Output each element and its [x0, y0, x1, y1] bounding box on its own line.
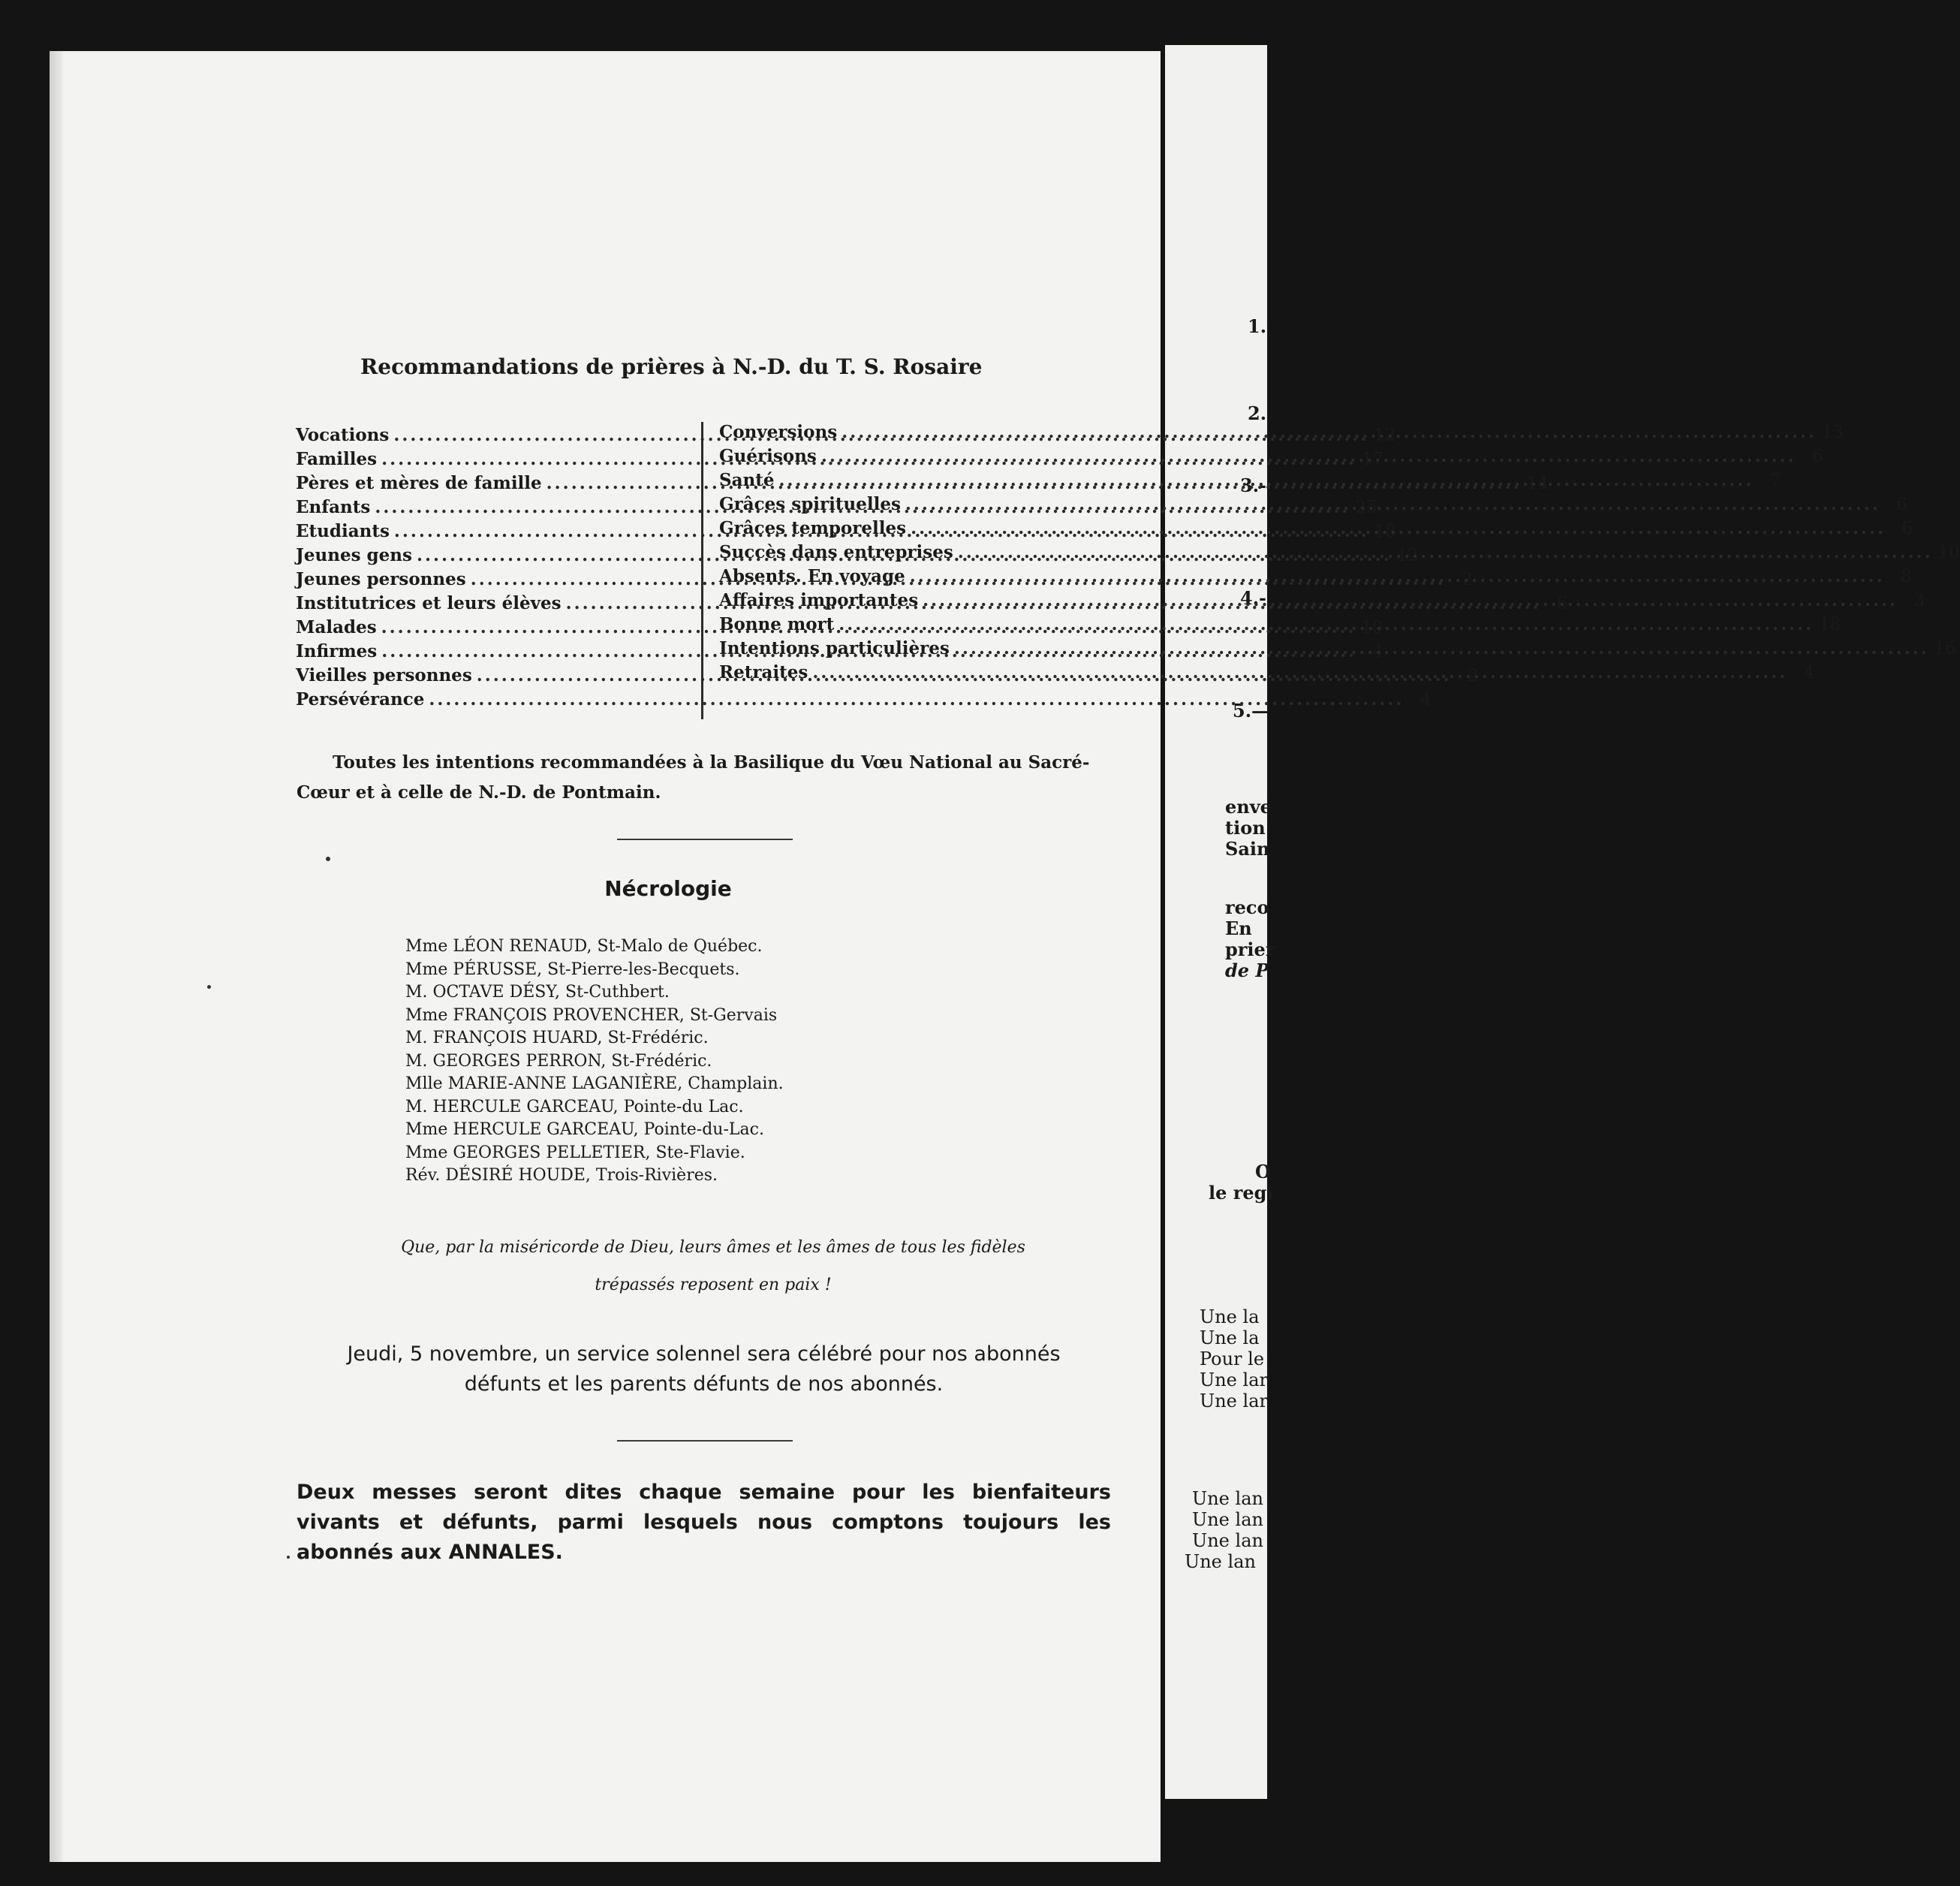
prayer-text [330, 1229, 1096, 1304]
facing-number: 1. [1248, 315, 1267, 337]
recommendation-count: 10 [1937, 543, 1960, 562]
service-line: défunts et les parents défunts de nos abonnés. [464, 1372, 944, 1396]
recommendation-count: 12 [1373, 426, 1396, 445]
recommendation-count: 3 [1913, 591, 1925, 610]
recommendation-row [719, 590, 1925, 614]
recommendation-count: 7 [1769, 471, 1781, 490]
recommendations-note: Toutes les intentions recommandées à la Basilique du Vœu National au Sacré-Cœur et à celle de N.-D. de Pontmain. [297, 752, 1090, 803]
recommendation-row [296, 689, 1432, 713]
recommendation-label: Guérisons [719, 446, 817, 466]
recommendation-count: 2 [1468, 666, 1479, 685]
facing-page [1165, 45, 1275, 1799]
recommendation-label: Conversions [719, 422, 838, 442]
necrology-entry: Mme LÉON RENAUD, St-Malo de Québec. [405, 937, 763, 956]
necrology-entry: M. HERCULE GARCEAU, Pointe-du Lac. [405, 1097, 744, 1116]
recommendation-label: Santé [719, 470, 775, 490]
necrology-entry: M. OCTAVE DÉSY, St-Cuthbert. [405, 983, 670, 1002]
facing-number: 2. [1248, 402, 1267, 424]
dot-leader [954, 638, 1929, 658]
recommendation-row [719, 662, 1815, 686]
service-line: Jeudi, 5 novembre, un service solennel sera célébré pour nos abonnés [347, 1342, 1061, 1366]
recommendation-label: Institutrices et leurs élèves [296, 593, 562, 613]
dot-leader [910, 566, 1885, 586]
recommendation-label: Vocations [296, 425, 390, 445]
recommendation-count: 8 [1901, 567, 1912, 586]
recommendation-count: 13 [1821, 423, 1844, 442]
necrology-entry: Mme PÉRUSSE, St-Pierre-les-Becquets. [405, 960, 740, 979]
facing-text: Une lan [1192, 1530, 1263, 1551]
facing-text: de P [1225, 960, 1269, 981]
recommendation-label: Succès dans entreprises [719, 542, 953, 562]
necrology-entry: M. FRANÇOIS HUARD, St-Frédéric. [405, 1029, 709, 1047]
recommendation-count: 25 [1354, 498, 1377, 517]
recommendation-label: Absents. En voyage [719, 566, 905, 586]
dot-leader [911, 518, 1886, 538]
dot-leader [779, 470, 1754, 490]
necrology-title: Nécrologie [604, 876, 732, 901]
facing-text: Une lan [1192, 1509, 1263, 1530]
recommendation-count: 18 [1818, 615, 1841, 634]
paper-speck [326, 857, 330, 861]
recommendation-label: Bonne mort [719, 614, 835, 634]
prayer-line: Que, par la miséricorde de Dieu, leurs âmes et les âmes de tous les fidèles [401, 1238, 1025, 1257]
facing-text: Une la [1200, 1327, 1260, 1348]
recommendation-label: Infirmes [296, 641, 378, 661]
facing-text: Pour le [1200, 1348, 1265, 1369]
recommendation-count: 6 [1896, 495, 1907, 514]
paper-speck [207, 985, 211, 989]
necrology-entry: Rév. DÉSIRÉ HOUDE, Trois-Rivières. [405, 1166, 718, 1185]
facing-text: Une lan [1192, 1488, 1263, 1509]
section-divider [617, 839, 793, 840]
recommendation-label: Persévérance [296, 689, 425, 710]
recommendation-count: 6 [1812, 447, 1823, 466]
recommendation-count: 10 [1361, 618, 1383, 637]
recommendation-label: Jeunes personnes [296, 569, 466, 589]
facing-text: Une lar [1200, 1390, 1268, 1411]
recommendation-label: Retraites [719, 662, 808, 682]
recommendation-label: Affaires importantes [719, 590, 919, 610]
facing-number: 3.- [1240, 475, 1267, 496]
facing-text: O [1255, 1161, 1271, 1183]
section-divider [617, 1440, 793, 1442]
recommendation-label: Grâces spirituelles [719, 494, 901, 514]
necrology-entry: Mme FRANÇOIS PROVENCHER, St-Gervais [405, 1005, 778, 1025]
recommendation-count: 12 [1396, 546, 1419, 565]
recommendation-count: 17 [1361, 450, 1383, 469]
recommendation-label: Vieilles personnes [296, 665, 472, 685]
recommendation-row [719, 566, 1912, 590]
recommendation-count: 18 [1374, 522, 1396, 541]
recommendation-label: Enfants [296, 497, 371, 517]
facing-text: enve [1225, 796, 1272, 818]
recommendation-count: 6 [1901, 519, 1913, 538]
prayer-line: trépassés reposent en paix ! [595, 1276, 832, 1294]
dot-leader [821, 446, 1796, 466]
dot-leader [429, 689, 1404, 710]
recommendation-count: 4 [1803, 663, 1815, 682]
dot-leader [905, 494, 1880, 514]
masses-announcement: Deux messes seront dites chaque semaine pour les bienfaiteurs vivants et défunts, parmi lesquels nous comptons toujours les abonnés aux ANNALES. [297, 1481, 1111, 1564]
dot-leader [923, 590, 1898, 610]
dot-leader [958, 542, 1933, 562]
recommendation-count: 6 [1556, 594, 1568, 613]
recommendation-row [719, 638, 1956, 662]
recommendation-label: Grâces temporelles [719, 518, 907, 538]
facing-text: Une lan [1185, 1551, 1256, 1572]
facing-text: reco [1225, 896, 1269, 918]
service-announcement [297, 1339, 1111, 1399]
recommendation-label: Etudiants [296, 521, 390, 541]
recommendation-label: Pères et mères de famille [296, 473, 542, 493]
recommendation-label: Jeunes gens [296, 545, 412, 565]
recommendation-count: 16 [1934, 639, 1956, 658]
page-edge [50, 51, 63, 1862]
dot-leader [842, 422, 1817, 442]
necrology-entry: M. GEORGES PERRON, St-Frédéric. [405, 1051, 712, 1071]
recommendation-count: 2 [1461, 570, 1473, 589]
necrology-entry: Mme GEORGES PELLETIER, Ste-Flavie. [405, 1143, 745, 1162]
facing-text: Une la [1200, 1306, 1260, 1327]
dot-leader [838, 614, 1814, 634]
paper-speck [287, 1556, 290, 1559]
recommendation-label: Familles [296, 449, 378, 469]
facing-text: le regi [1209, 1182, 1274, 1204]
dot-leader [812, 662, 1787, 682]
recommendation-count: 14 [1526, 474, 1549, 493]
facing-text: En [1225, 917, 1252, 939]
necrology-entry: Mme HERCULE GARCEAU, Pointe-du-Lac. [405, 1120, 764, 1139]
recommendations-title: Recommandations de prières à N.-D. du T. S. Rosaire [360, 354, 983, 379]
facing-number: 4.- [1240, 587, 1267, 609]
facing-text: tion [1225, 817, 1266, 839]
column-divider [701, 422, 703, 719]
recommendation-label: Malades [296, 617, 377, 637]
recommendation-count: 4 [1420, 690, 1432, 710]
recommendation-count: 4 [1372, 642, 1384, 661]
facing-text: Sain [1225, 838, 1270, 860]
facing-number: 5.— [1233, 700, 1270, 722]
necrology-list [405, 935, 976, 1188]
facing-text: Une lar [1200, 1369, 1268, 1390]
recommendation-label: Intentions particulières [719, 638, 950, 658]
necrology-entry: Mlle MARIE-ANNE LAGANIÈRE, Champlain. [405, 1074, 784, 1093]
facing-text: prier [1225, 938, 1275, 960]
